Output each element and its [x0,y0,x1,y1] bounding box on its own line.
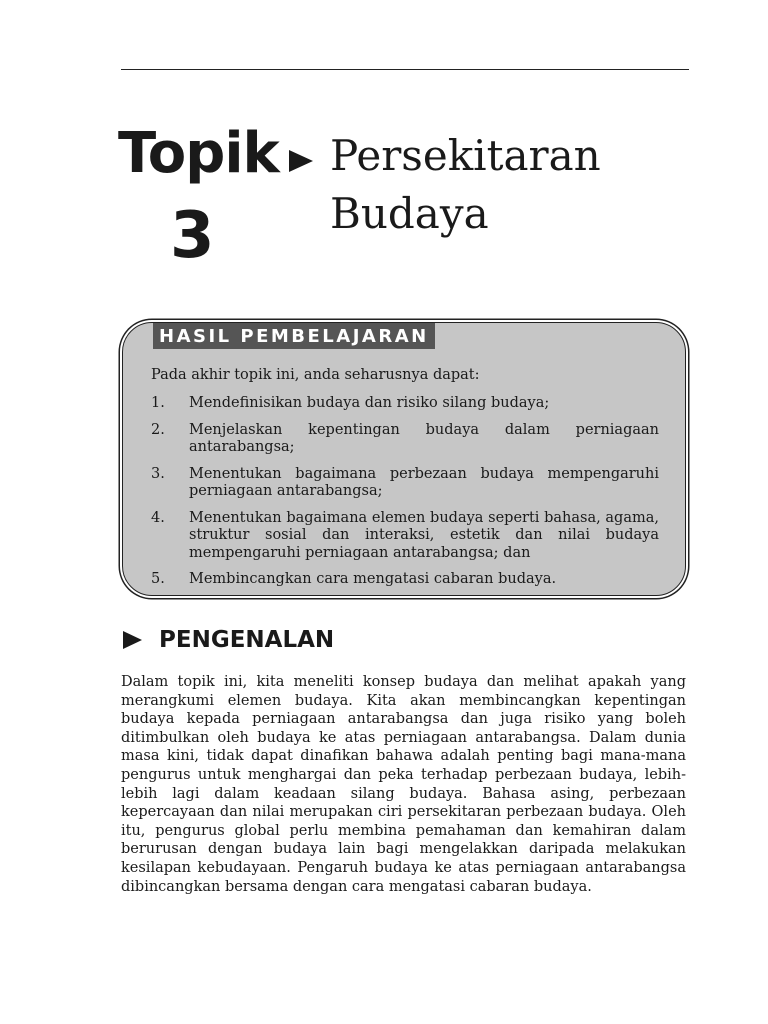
list-item [151,422,659,457]
section-heading: PENGENALAN [159,627,335,653]
topic-title-line-1: Persekitaran [330,131,601,180]
list-item-text: Membincangkan cara mengatasi cabaran budaya. [189,571,557,587]
list-item [151,571,659,589]
list-item-text: Menentukan bagaimana elemen budaya seperti bahasa, agama, struktur sosial dan interaksi, estetik dan nilai budaya mempengaruhi perniagaan antarabangsa; dan [189,509,659,561]
triangle-right-icon [123,631,142,649]
topic-number: 3 [170,199,215,273]
learning-outcomes-heading: HASIL PEMBELAJARAN [153,323,435,349]
topic-label: Topik [118,121,279,186]
list-item-number: 5. [151,571,165,587]
list-item-number: 4. [151,509,165,526]
list-item-number: 2. [151,421,165,438]
top-rule [121,69,689,70]
learning-outcomes-intro: Pada akhir topik ini, anda seharusnya dapat: [151,367,480,383]
learning-outcomes-list [151,395,659,598]
list-item-text: Mendefinisikan budaya dan risiko silang budaya; [189,395,550,411]
list-item-text: Menjelaskan kepentingan budaya dalam perniagaan antarabangsa; [189,421,659,455]
list-item [151,466,659,501]
intro-paragraph: Dalam topik ini, kita meneliti konsep budaya dan melihat apakah yang merangkumi elemen budaya. Kita akan membincangkan kepentingan budaya kepada perniagaan antarabangsa dan juga risiko yang boleh ditimbulkan oleh budaya ke atas perniagaan antarabangsa. Dalam dunia masa kini, tidak dapat dinafikan bahawa adalah penting bagi mana-mana pengurus untuk menghargai dan peka terhadap perbezaan budaya, lebih-lebih lagi dalam keadaan silang budaya. Bahasa asing, perbezaan kepercayaan dan nilai merupakan ciri persekitaran perbezaan budaya. Oleh itu, pengurus global perlu membina pemahaman dan kemahiran dalam berurusan dengan budaya lain bagi mengelakkan daripada melakukan kesilapan kebudayaan. Pengaruh budaya ke atas perniagaan antarabangsa dibincangkan bersama dengan cara mengatasi cabaran budaya. [121,674,686,895]
topic-title-line-2: Budaya [330,189,489,238]
triangle-right-icon [289,150,313,172]
list-item [151,395,659,413]
list-item [151,510,659,563]
list-item-number: 1. [151,395,165,411]
list-item-number: 3. [151,465,165,482]
topic-title [330,127,670,243]
list-item-text: Menentukan bagaimana perbezaan budaya mempengaruhi perniagaan antarabangsa; [189,465,659,499]
